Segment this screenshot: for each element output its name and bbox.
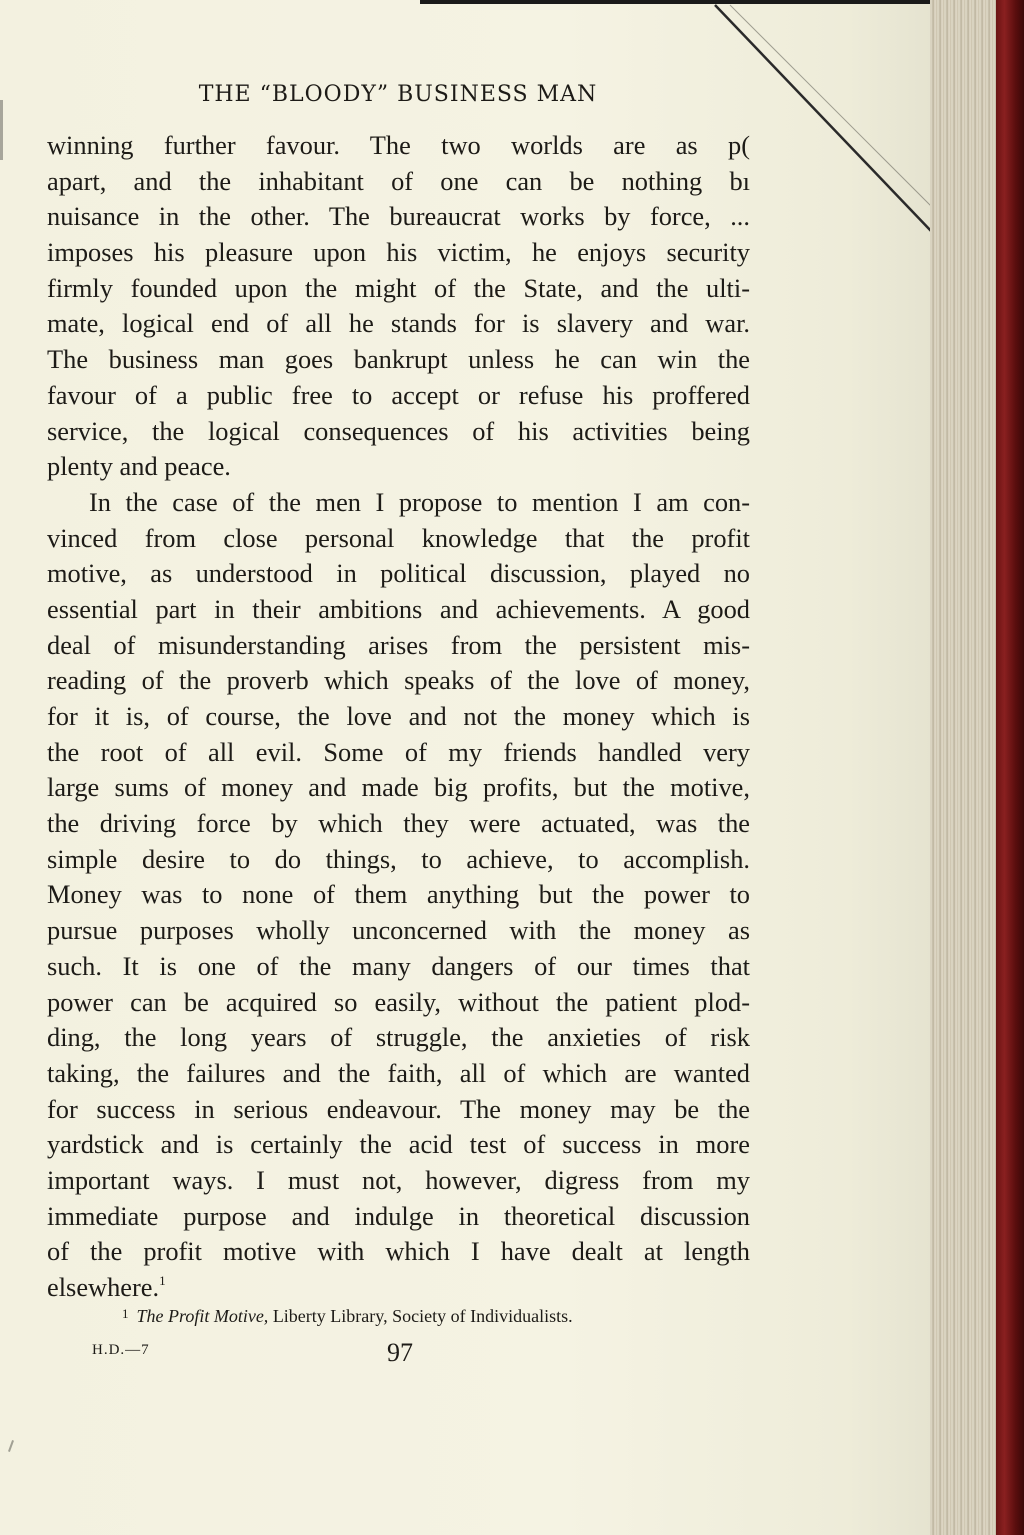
text-line: reading of the proverb which speaks of the love of money, — [47, 665, 750, 696]
text-line: The business man goes bankrupt unless he can win the — [47, 344, 750, 375]
text-line: ding, the long years of struggle, the anxieties of risk — [47, 1022, 750, 1053]
text-line: immediate purpose and indulge in theoretical discussion — [47, 1200, 750, 1231]
footnote-title: The Profit Motive, — [136, 1306, 269, 1326]
text-line: important ways. I must not, however, digress from my — [47, 1164, 750, 1195]
text-line: mate, logical end of all he stands for is slavery and war. — [47, 308, 750, 339]
text-line: the root of all evil. Some of my friends handled very — [47, 736, 750, 767]
text-line: firmly founded upon the might of the State, and the ulti- — [47, 272, 750, 303]
running-head: THE “BLOODY” BUSINESS MAN — [198, 82, 598, 107]
footnote-number: 1 — [122, 1306, 129, 1321]
text-line: yardstick and is certainly the acid test of success in more — [47, 1129, 750, 1160]
text-line: In the case of the men I propose to mention I am con- — [89, 486, 750, 517]
text-line: taking, the failures and the faith, all of which are wanted — [47, 1057, 750, 1088]
page-number: 97 — [387, 1338, 413, 1367]
text-line: simple desire to do things, to achieve, to accomplish. — [47, 843, 750, 874]
text-line: winning further favour. The two worlds are as p( — [47, 130, 750, 160]
text-line: pursue purposes wholly unconcerned with the money as — [47, 915, 750, 946]
text-line: motive, as understood in political discussion, played no — [47, 558, 750, 589]
text-line-last — [47, 1270, 750, 1306]
signature-mark: H.D.—7 — [92, 1342, 150, 1358]
text-line: apart, and the inhabitant of one can be nothing bı — [47, 165, 750, 196]
text-line: large sums of money and made big profits, but the motive, — [47, 772, 750, 803]
text-line: service, the logical consequences of his activities being — [47, 415, 750, 446]
text-line: favour of a public free to accept or refuse his proffered — [47, 379, 750, 410]
body-text — [47, 128, 750, 1306]
text-line: of the profit motive with which I have dealt at length — [47, 1236, 750, 1267]
text-line: deal of misunderstanding arises from the persistent mis- — [47, 629, 750, 660]
footnote-reference: 1 — [159, 1273, 166, 1288]
text-line: power can be acquired so easily, without the patient plod- — [47, 986, 750, 1017]
text-line: plenty and peace. — [47, 451, 231, 482]
book-binding — [996, 0, 1024, 1535]
text-line: such. It is one of the many dangers of our times that — [47, 950, 750, 981]
left-edge-mark — [0, 100, 3, 160]
text-line-words: elsewhere. — [47, 1272, 160, 1302]
text-line: imposes his pleasure upon his victim, he enjoys security — [47, 237, 750, 268]
text-line: vinced from close personal knowledge that the profit — [47, 522, 750, 553]
text-line: Money was to none of them anything but the power to — [47, 879, 750, 910]
text-line: for it is, of course, the love and not the money which is — [47, 701, 750, 731]
text-line: essential part in their ambitions and achievements. A good — [47, 593, 750, 624]
text-line: nuisance in the other. The bureaucrat works by force, ... — [47, 201, 750, 232]
text-line: for success in serious endeavour. The money may be the — [47, 1093, 750, 1124]
footnote — [122, 1306, 762, 1327]
text-line: the driving force by which they were actuated, was the — [47, 808, 750, 839]
footnote-source: Liberty Library, Society of Individualists. — [268, 1306, 573, 1326]
